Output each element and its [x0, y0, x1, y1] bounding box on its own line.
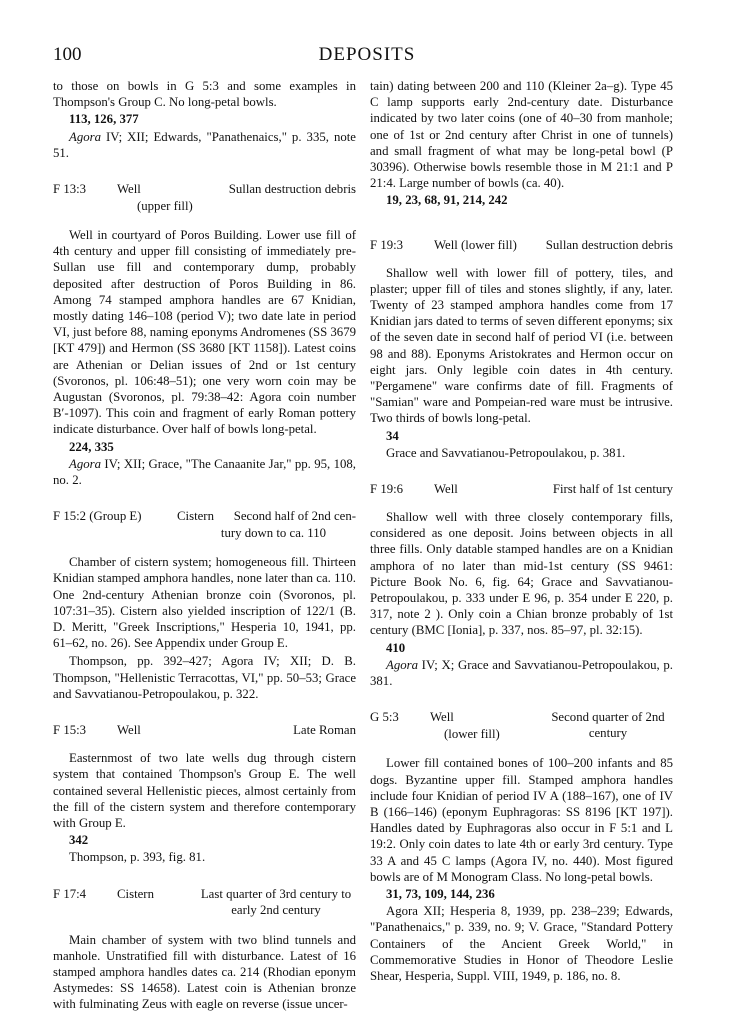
catalogue-numbers: 113, 126, 377	[69, 112, 139, 127]
page-number: 100	[53, 44, 82, 65]
deposit-heading-f15-3	[53, 722, 356, 738]
catalogue-numbers: 19, 23, 68, 91, 214, 242	[386, 193, 508, 208]
references: Agora XII; Hesperia 8, 1939, pp. 238–239; Edwards, "Panathenaics," p. 339, no. 9; V. Grace, "Standard Pottery Containers of the Ancient Greek World," in Commemorative Studies in Honor of Theodore Leslie Shear, Hesperia, Suppl. VIII, 1949, p. 186, no. 8.	[370, 904, 673, 983]
deposit-date: Second quarter of 2nd century	[551, 710, 665, 741]
deposit-type: Cistern	[117, 886, 154, 901]
right-column	[370, 78, 673, 984]
deposit-heading-g5-3	[370, 709, 673, 743]
deposit-heading-f19-3	[370, 237, 673, 253]
deposit-date: First half of 1st century	[552, 482, 673, 497]
deposit-description: Chamber of cistern system; homogeneous fill. Thirteen Knidian stamped amphora handles, none later than ca. 110. One 2nd-century Athenian bronze coin (Svoronos, pl. 107:31–35). Cistern also yielded inscription of 122/1 (B. D. Meritt, "Greek Inscriptions," Hesperia 10, 1941, pp. 61–62, no. 26). See Appendix under Group E.	[53, 555, 356, 651]
catalogue-numbers: 410	[386, 640, 406, 655]
deposit-date: Second half of 2nd cen-	[233, 509, 356, 524]
deposit-date: Last quarter of 3rd century to early 2nd century	[200, 886, 352, 917]
page-header	[53, 44, 681, 72]
deposit-type: Well	[434, 482, 458, 497]
deposit-type: Well	[117, 182, 141, 197]
catalogue-numbers: 34	[386, 428, 399, 443]
deposit-description: Well in courtyard of Poros Building. Lower use fill of 4th century and upper fill consisting of immediately pre-Sullan use fill and contemporary dump, probably deposited after destruction of Poros Building in 86. Among 74 stamped amphora handles are 67 Knidian, mostly dating 146–108 (period V); two date late in period VI, just before 88, naming eponyms Andromenes (SS 3679 [KT 479]) and Hermon (SS 3680 [KT 1158]). Latest coins are Athenian or Delian issues of 2nd or 1st century (Svoronos, pl. 106:48–51); one very worn coin may be Augustan (Svoronos, pl. 79:38–42: Agora coin number Β′-1097). This coin and fragment of early Roman pottery indicate disturbance. Over half of bowls long-petal.	[53, 228, 356, 437]
references: Thompson, pp. 392–427; Agora IV; XII; D. B. Thompson, "Hellenistic Terracottas, VI," pp. 50–53; Grace and Savvatianou-Petropoulakou, p. 322.	[53, 654, 356, 701]
deposit-id: F 17:4	[53, 886, 87, 901]
deposit-subtype: (lower fill)	[444, 727, 500, 742]
deposit-description: Main chamber of system with two blind tunnels and manhole. Unstratified fill with disturbance. Latest of 16 stamped amphora handles dates ca. 214 (Rhodian eponym Astymedes: SS 14658). Latest coin is Athenian bronze with fulminating Zeus with eagle on reverse (issue uncer-	[53, 932, 356, 1012]
deposit-id: F 13:3	[53, 182, 87, 197]
deposit-id: F 19:3	[370, 237, 404, 252]
deposit-date: Sullan destruction debris	[228, 182, 356, 197]
deposit-date: Late Roman	[293, 723, 356, 738]
deposit-description: Shallow well with three closely contemporary fills, considered as one deposit. Joins between objects in all three fills. Only datable stamped handles are on a Knidian amphora of no later than mid-1st century (SS 9461: Picture Book No. 6, fig. 64; Grace and Savvatianou-Petropoulakou, p. 333 under E 96, p. 354 under E 220, p. 317, note 2 ). Only coin a Chian bronze probably of 1st century (BMC [Ionia], p. 337, nos. 85–97, pl. 32:15).	[370, 510, 673, 638]
references: Agora IV; X; Grace and Savvatianou-Petropoulakou, p. 381.	[370, 657, 673, 689]
deposit-description: Lower fill contained bones of 100–200 infants and 85 dogs. Byzantine upper fill. Stamped amphora handles include four Knidian of period IV A (188–167), one of IV B (166–146) (eponym Euphragoras: SS 8196 [KT 197]). Handles dated by Euphragoras also occur in F 5:1 and L 19:2. Only coin dates to late 4th or early 3rd century. Type 33 A and 45 C lamps (Agora IV, no. 440). Most figured bowls are of M Monogram Class. No long-petal bowls.	[370, 756, 673, 884]
deposit-type: Well	[117, 723, 141, 738]
catalogue-numbers: 224, 335	[69, 439, 114, 454]
catalogue-numbers: 342	[69, 833, 89, 848]
left-column	[53, 78, 356, 1013]
deposit-heading-f17-4	[53, 886, 356, 920]
deposit-description: Easternmost of two late wells dug through cistern system that contained Thompson's Group E. The well contained several Hellenistic pieces, almost certainly from the fill of the cistern system and therefore contemporary with Group E.	[53, 751, 356, 830]
running-title: DEPOSITS	[318, 44, 416, 65]
deposit-description-cont: tain) dating between 200 and 110 (Kleiner 2a–g). Type 45 C lamp supports early 2nd-century date. Disturbance indicated by two later coins (one of 40–30 from manhole; one of 1st or 2nd century after Christ in one of tunnels) and small fragment of what may be long-petal bowl (P 30396). Otherwise bowls resemble those in M 21:1 and P 21:4. Large number of bowls (ca. 40).	[370, 79, 673, 191]
catalogue-numbers: 31, 73, 109, 144, 236	[386, 886, 495, 901]
deposit-subtype: (upper fill)	[137, 199, 193, 214]
deposit-heading-f15-2	[53, 508, 356, 542]
references: Thompson, p. 393, fig. 81.	[69, 850, 206, 865]
deposit-type: Cistern	[177, 509, 214, 524]
deposit-description: Shallow well with lower fill of pottery, tiles, and plaster; upper fill of tiles and stones slightly, if any, later. Twenty of 23 stamped amphora handles come from 17 Knidian jars dated to terms of seven different eponyms; six of the seven date in second half of period VI (i.e. between 98 and 88). Eponyms Aristokrates and Hermon occur on eight jars. Only legible coin dates in 4th century. "Pergamene" ware confirms date of fill. Fragments of "Samian" ware and Pompeian-red ware must be intrusive. Two thirds of bowls long-petal.	[370, 265, 673, 426]
deposit-id: G 5:3	[370, 710, 399, 725]
deposit-id: F 19:6	[370, 482, 404, 497]
deposit-type: Well (lower fill)	[434, 237, 517, 252]
deposit-id: F 15:3	[53, 723, 87, 738]
references: Grace and Savvatianou-Petropoulakou, p. 381.	[386, 445, 626, 460]
deposit-heading-f13-3	[53, 181, 356, 215]
intro-text: to those on bowls in G 5:3 and some examples in Thompson's Group C. No long-petal bowls.	[53, 79, 356, 110]
deposit-id: F 15:2 (Group E)	[53, 509, 142, 524]
deposit-date: Sullan destruction debris	[545, 237, 673, 252]
references: Agora IV; XII; Grace, "The Canaanite Jar," pp. 95, 108, no. 2.	[53, 456, 356, 488]
deposit-date-cont: tury down to ca. 110	[220, 526, 326, 541]
deposit-type: Well	[430, 710, 454, 725]
references: Agora IV; XII; Edwards, "Panathenaics," p. 335, note 51.	[53, 129, 356, 160]
deposit-heading-f19-6	[370, 481, 673, 497]
